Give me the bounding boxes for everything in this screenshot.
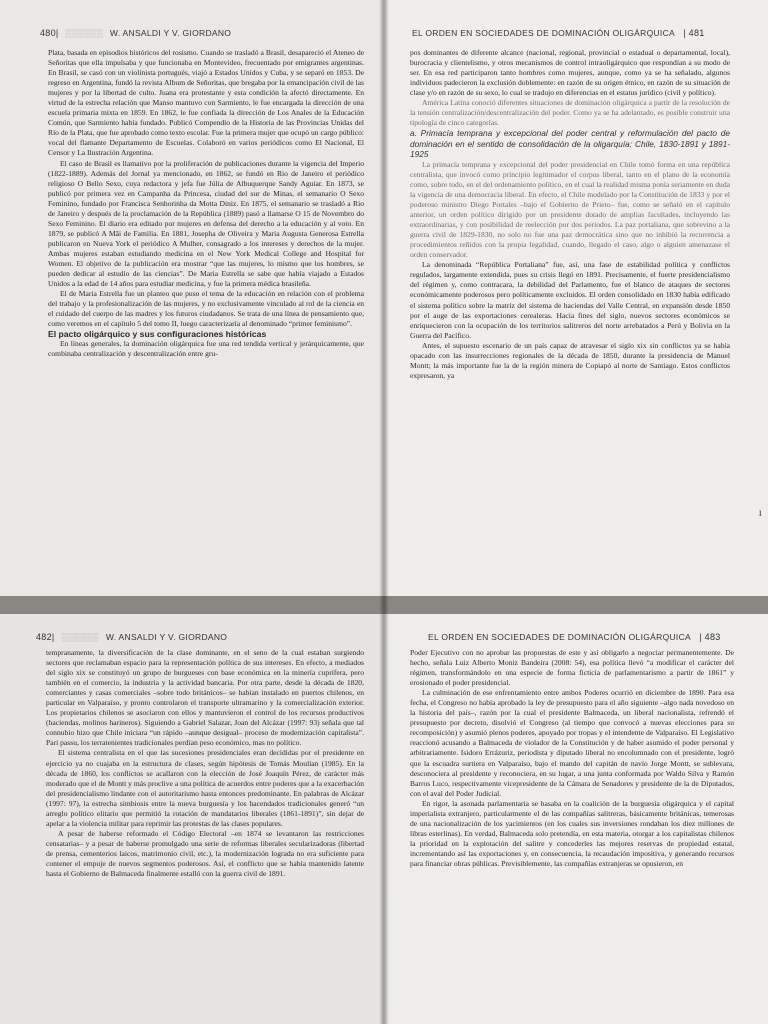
paragraph: Poder Ejecutivo con no aprobar las propuestas de este y así obligarlo a negociar permanentemente. De hecho, señala Luiz Alberto Moniz Bandeira (2008: 54), esa política llevó “a modificar el carácter del régimen, transformándolo en una especie de forma ficticia de parlamentarismo a partir de 1861” y erosionado el poder presidencial. — [410, 648, 734, 688]
paragraph: A pesar de haberse reformado el Código Electoral –en 1874 se levantaron las restricciones censatarias– y a pesar de haberse promulgado una serie de reformas liberales secularizadoras (libertad de prensa, cementerios laicos, matrimonio civil, etc.), la modernización lograda no era suficiente para contener el empuje de nuevos segmentos poderosos. Así, el conflicto que se había mantenido latente hasta el Gobierno de Balmaceda finalmente estalló con la guerra civil de 1891. — [46, 828, 364, 879]
book-spine-shadow — [379, 0, 389, 1024]
paragraph: tempranamente, la diversificación de la clase dominante, en el seno de la cual estaban surgiendo sectores que reclamaban espacio para la representación política de sus intereses. En efecto, a mediados del siglo xix se constituyó un grupo de burgueses con base económica en la minería cuprífera, pero también en el comercio, la industria y la actividad bancaria. Por otra parte, desde la década de 1820, comerciantes y casas comerciales –sobre todo británicos– se habían instalado en puertos chilenos, en particular en Valparaíso, y pronto controlaron el transporte ultramarino y la comercialización exterior. Los propietarios chilenos se asociaron con ellos y mantuvieron el control de los recursos productivos (haciendas, molinos harineros). Siguiendo a Gabriel Salazar, Joan del Alcázar (1997: 93) señala que tal connubio hizo que Chile iniciara “un rápido –aunque desigual– proceso de modernización capitalista”. Pari passu, los terratenientes tradicionales perdían peso económico, mas no político. — [46, 648, 364, 748]
page-number-483: | 483 — [699, 632, 721, 642]
paragraph: América Latina conoció diferentes situaciones de dominación oligárquica a partir de la resolución de la tensión centralización/descentralización del poder. Como ya se ha adelantado, es posible construir una tipología de cinco categorías. — [410, 98, 730, 128]
subsection-heading: a. Primacía temprana y excepcional del poder central y reformulación del pacto de dominación en el sentido de consolidación de la oligarquía: Chile, 1830-1891 y 1891-1925 — [410, 128, 730, 160]
page-481 — [384, 0, 768, 596]
running-header-481 — [412, 28, 705, 38]
running-head-483: EL ORDEN EN SOCIEDADES DE DOMINACIÓN OLIGÁRQUICA — [428, 632, 691, 642]
running-head-480: W. ANSALDI Y V. GIORDANO — [109, 28, 232, 38]
paragraph: En rigor, la asonada parlamentaria se basaba en la coalición de la burguesía oligárquica y el capital imperialista extranjero, particularmente el de las compañías salitreras, básicamente británicas, temerosas de una nacionalización de los yacimientos (en los cuales sus inversiones rondaban los diez millones de libras esterlinas). En verdad, Balmaceda solo pretendía, en esta materia, otorgar a los capitalistas chilenos la prioridad en la explotación del salitre y concederles las mejores reservas de propiedad estatal, incrementando así las exportaciones y, en consecuencia, la recaudación impositiva, y generando recursos para financiar obras públicas. Previsiblemente, las compañías extranjeras se opusieron, en — [410, 798, 734, 868]
paragraph: El de Maria Estrella fue un planteo que puso el tema de la educación en relación con el problema del trabajo y la profesionalización de las mujeres, y no exclusivamente vinculado al rol de la ciencia en el cuidado del cuerpo de las madres y los futuros ciudadanos. Se trata de una línea de pensamiento que, como veremos en el capítulo 5 del tomo II, luego caracterizaría al denominado “primer feminismo”. — [48, 289, 364, 329]
running-header-482: 482| ▒▒▒▒▒▒ W. ANSALDI Y V. GIORDANO — [36, 632, 228, 642]
section-heading: El pacto oligárquico y sus configuraciones históricas — [48, 329, 267, 340]
running-header-480: 480| ▒▒▒▒▒▒ W. ANSALDI Y V. GIORDANO — [40, 28, 232, 38]
page-480 — [0, 0, 384, 596]
paragraph: La denominada “República Portaliana” fue, así, una fase de estabilidad política y conflictos regulados, largamente extendida, pues su crisis llegó en 1891. Precisamente, el fuerte presidencialismo del régimen y, como contracara, la debilidad del Parlamento, fue el blanco de ataques de sectores económicamente poderosos pero políticamente excluidos. El orden consolidado en 1830 había edificado el sistema político sobre la matriz del sistema de haciendas del Valle Central, en expansión desde 1850 por el auge de las exportaciones cerealeras. Hacia fines del siglo, nuevos sectores económicos se enriquecieron con la ocupación de los territorios salitreros del norte arrebatados a Perú y Bolivia en la Guerra del Pacífico. — [410, 260, 730, 340]
paragraph: Plata, basada en episodios históricos del rosismo. Cuando se trasladó a Brasil, desapareció el Ateneo de Señoritas que ella impulsaba y que funcionaba en Montevideo, frecuentado por emigrantes argentinas. En Brasil, se casó con un violinista portugués, viajó a Estados Unidos y Cuba, y se separó en 1853. De regreso en Argentina, fundó la revista Album de Señoritas, que bregaba por la emancipación civil de las mujeres y por la libertad de culto. Juana era protestante y esta condición la afectó directamente. En virtud de la estrecha relación que Manso mantuvo con Sarmiento, le fue encargada la dirección de una escuela primaria mixta en 1859. En 1862, le fue confiada la dirección de Los Anales de la Educación Común, que Sarmiento había fundado. Publicó Compendio de la Historia de las Provincias Unidas del Río de la Plata, que fue aprobado como texto escolar. Fue la primera mujer que ocupó un cargo público: vocal del flamante Departamento de Escuelas. Colaboró en varios periódicos como El Nacional, El Censor y La Ilustración Argentina. — [48, 48, 364, 158]
paragraph: En líneas generales, la dominación oligárquica fue una red tendida vertical y jerárquicamente, que combinaba centralización y descentralización entre gru- — [48, 339, 364, 359]
text-column-483 — [410, 648, 734, 869]
paragraph: El caso de Brasil es llamativo por la proliferación de publicaciones durante la vigencia del Imperio (1822-1889). Además del Jornal ya mencionado, en 1862, se fundó en Rio de Janeiro el periódico religioso O Bello Sexo, cuya redactora y jefa fue Júlia de Albuquerque Sandy Aguiar. En 1873, se publicó por primera vez en Campanha da Princesa, ciudad del sur de Minas, el semanario O Sexo Feminino, fundado por Francisca Senhorinha da Motta Diniz. En 1875, el semanario se trasladó a Rio de Janeiro y después de la proclamación de la República (1889) pasó a llamarse O 15 de Novembro do Sexo Feminino. El diario era editado por mujeres en defensa del derecho a la educación y al voto. En 1879, se publicó A Mãi de Familia. En 1881, Josepha de Oliveira y Maria Augusta Generosa Estrella publicaron en Nueva York el periódico A Mulher, consagrado a los intereses y derechos de la mujer. Ambas mujeres estaban estudiando medicina en el New York Medical College and Hospital for Women. El objetivo de la publicación era mostrar “que las mujeres, lo mismo que los hombres, se pueden dedicar al estudio de las ciencias”. De Maria Estrella se sabe que había viajado a Estados Unidos a la edad de 14 años para estudiar medicina, y fue la primera médica brasileña. — [48, 158, 364, 289]
page-number-480: 480| — [40, 28, 59, 38]
paragraph: El sistema centralista en el que las sucesiones presidenciales eran decididas por el presidente en ejercicio ya no cuajaba en la estructura de clases, según hipótesis de Tomás Moulian (1985). En la década de 1860, los conflictos se acallaron con la elección de José Joaquín Pérez, de carácter más moderado que el de Montt y más proclive a una política de acuerdos entre poderes que a la exacerbación del presidencialismo lindante con el autoritarismo hasta entonces predominante. En palabras de Alcázar (1997: 97), la estrecha simbiosis entre la nueva burguesía y los hacendados tradicionales generó “un arreglo político elitario que permitió la rotación de mandatarios liberales (1861-1891)”, sin dejar de apelar a la violencia militar para reprimir las protestas de las clases populares. — [46, 748, 364, 828]
text-column-480 — [48, 48, 364, 359]
page-number-482: 482| — [36, 632, 55, 642]
page-number-481: | 481 — [683, 28, 705, 38]
margin-mark: ı — [758, 505, 762, 519]
page-482 — [0, 614, 384, 1024]
running-header-483 — [428, 632, 721, 642]
running-head-482: W. ANSALDI Y V. GIORDANO — [105, 632, 228, 642]
paragraph: La primacía temprana y excepcional del poder presidencial en Chile tomó forma en una república centralista, que invocó como principio legitimador el corpus liberal, tanto en el plano de la economía como, sobre todo, en el del ordenamiento político, en el cual la realidad misma ponía seriamente en duda la vigencia de una democracia liberal. En efecto, el Chile modelado por la Constitución de 1833 y por el poderoso ministro Diego Portales –bajo el Gobierno de Prieto– fue, como se señaló en el capítulo anterior, un orden político dirigido por un presidente dotado de amplias facultades, incluyendo las extraordinarias, y con posibilidad de reelección por dos períodos. La paz portaliana, que sobrevino a la guerra civil de 1829-1830, no solo no fue una paz democrática sino que no inhibió la recurrencia a procedimientos reñidos con la propia legalidad, cuando, llegado el caso, algo o alguien amenazase el orden conservador. — [410, 159, 730, 260]
text-column-481 — [410, 48, 730, 381]
paragraph: Antes, el supuesto escenario de un país capaz de atravesar el siglo xix sin conflictos ya se había opacado con las insurrecciones regionales de la década de 1850, durante la presidencia de Manuel Montt; la más importante fue la de la región minera de Copiapó al norte de Santiago. Estos conflictos expresaron, ya — [410, 340, 730, 380]
paragraph: La culminación de ese enfrentamiento entre ambos Poderes ocurrió en diciembre de 1890. Para esa fecha, el Congreso no había aprobado la ley de presupuesto para el año siguiente –algo nada novedoso en la historia del país–, razón por la cual el presidente Balmaceda, un liberal nacionalista, refrendó el presupuesto por decreto, disolvió el Congreso (al tiempo que convocó a nuevas elecciones para su recomposición) y asumió plenos poderes, apoyado por tropas y el intendente de Valparaíso. El Legislativo reaccionó acusando a Balmaceda de violador de la Constitución y de haber asumido el poder personal y arbitrariamente. Isidoro Errázuriz, periodista y diputado liberal no encolumnado con el presidente, logró que la escuadra surtiera en Valparaíso, bajo el mando del capitán de navío Jorge Montt, se sublevara, desconociera al presidente y reconociera, en su lugar, a una junta conformada por Waldo Silva y Ramón Barros Luco, respectivamente vicepresidente de la Cámara de Senadores y presidente de la de Diputados, con el aval del Poder Judicial. — [410, 688, 734, 798]
page-483 — [384, 614, 768, 1024]
running-head-481: EL ORDEN EN SOCIEDADES DE DOMINACIÓN OLIGÁRQUICA — [412, 28, 675, 38]
text-column-482 — [46, 648, 364, 879]
paragraph: pos dominantes de diferente alcance (nacional, regional, provincial o estadual o departamental, local), burocracia y clientelismo, y otros mecanismos de control intraoligárquico que respondían a su modo de ser. En esa red participaron tanto hombres como mujeres, aunque, como ya se ha señalado, algunos individuos padecieron la exclusión doblemente: en razón de su origen étnico, en razón de su situación de clase y/o en razón de su sexo, lo cual se tradujo en diferencias en el estatus jurídico (civil y político). — [410, 48, 730, 98]
